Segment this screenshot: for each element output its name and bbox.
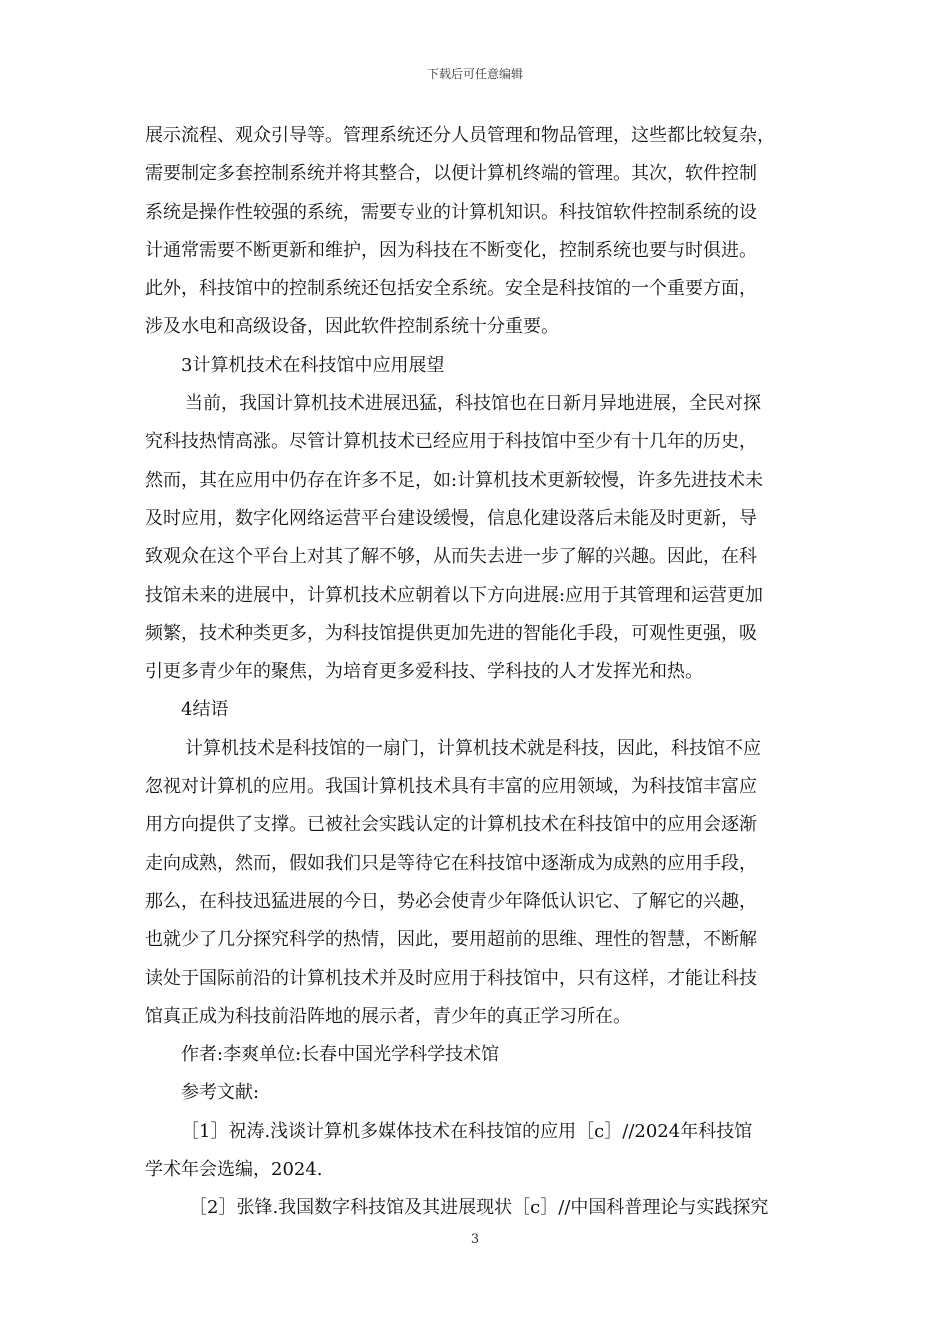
author-line: 作者:李爽单位:长春中国光学科学技术馆 bbox=[181, 1044, 500, 1066]
section-heading: 4结语 bbox=[181, 699, 229, 721]
text-line: 致观众在这个平台上对其了解不够，从而失去进一步了解的兴趣。因此，在科 bbox=[145, 546, 757, 568]
text-line: 此外，科技馆中的控制系统还包括安全系统。安全是科技馆的一个重要方面， bbox=[145, 278, 757, 300]
text-line: 需要制定多套控制系统并将其整合，以便计算机终端的管理。其次，软件控制 bbox=[145, 163, 757, 185]
text-line: 计通常需要不断更新和维护，因为科技在不断变化，控制系统也要与时俱进。 bbox=[145, 239, 757, 261]
reference-item: ［1］祝涛.浅谈计算机多媒体技术在科技馆的应用［c］//2024年科技馆 bbox=[181, 1120, 753, 1142]
text-line: 频繁，技术种类更多，为科技馆提供更加先进的智能化手段，可观性更强，吸 bbox=[145, 622, 757, 644]
text-line: 用方向提供了支撑。已被社会实践认定的计算机技术在科技馆中的应用会逐渐 bbox=[145, 814, 757, 836]
text-line: 引更多青少年的聚焦，为培育更多爱科技、学科技的人才发挥光和热。 bbox=[145, 661, 703, 683]
text-line: 计算机技术是科技馆的一扇门，计算机技术就是科技，因此，科技馆不应 bbox=[185, 737, 761, 759]
text-line: 当前，我国计算机技术进展迅猛，科技馆也在日新月异地进展，全民对探 bbox=[185, 393, 761, 415]
text-line: 那么，在科技迅猛进展的今日，势必会使青少年降低认识它、了解它的兴趣， bbox=[145, 890, 757, 912]
references-heading: 参考文献: bbox=[181, 1082, 260, 1104]
text-line: 然而，其在应用中仍存在许多不足，如:计算机技术更新较慢，许多先进技术未 bbox=[145, 469, 764, 491]
section-heading: 3计算机技术在科技馆中应用展望 bbox=[181, 354, 445, 376]
text-line: 系统是操作性较强的系统，需要专业的计算机知识。科技馆软件控制系统的设 bbox=[145, 201, 757, 223]
text-line: 展示流程、观众引导等。管理系统还分人员管理和物品管理，这些都比较复杂， bbox=[145, 125, 775, 146]
reference-item: ［2］张锋.我国数字科技馆及其进展现状［c］//中国科普理论与实践探究 bbox=[189, 1197, 769, 1219]
text-line: 走向成熟，然而，假如我们只是等待它在科技馆中逐渐成为成熟的应用手段， bbox=[145, 852, 757, 874]
text-line: 也就少了几分探究科学的热情，因此，要用超前的思维、理性的智慧，不断解 bbox=[145, 929, 757, 951]
text-line: 读处于国际前沿的计算机技术并及时应用于科技馆中，只有这样，才能让科技 bbox=[145, 967, 757, 989]
text-line: 馆真正成为科技前沿阵地的展示者，青少年的真正学习所在。 bbox=[145, 1005, 631, 1027]
page-number: 3 bbox=[470, 1232, 480, 1247]
text-line: 及时应用，数字化网络运营平台建设缓慢，信息化建设落后未能及时更新，导 bbox=[145, 507, 757, 529]
text-line: 技馆未来的进展中，计算机技术应朝着以下方向进展:应用于其管理和运营更加 bbox=[145, 584, 764, 606]
document-body bbox=[145, 117, 815, 1228]
page-header: 下载后可任意编辑 bbox=[426, 67, 523, 81]
reference-item: 学术年会选编，2024. bbox=[145, 1159, 323, 1181]
text-line: 究科技热情高涨。尽管计算机技术已经应用于科技馆中至少有十几年的历史， bbox=[145, 431, 757, 453]
text-line: 涉及水电和高级设备，因此软件控制系统十分重要。 bbox=[145, 316, 559, 338]
text-line: 忽视对计算机的应用。我国计算机技术具有丰富的应用领域，为科技馆丰富应 bbox=[145, 776, 757, 798]
